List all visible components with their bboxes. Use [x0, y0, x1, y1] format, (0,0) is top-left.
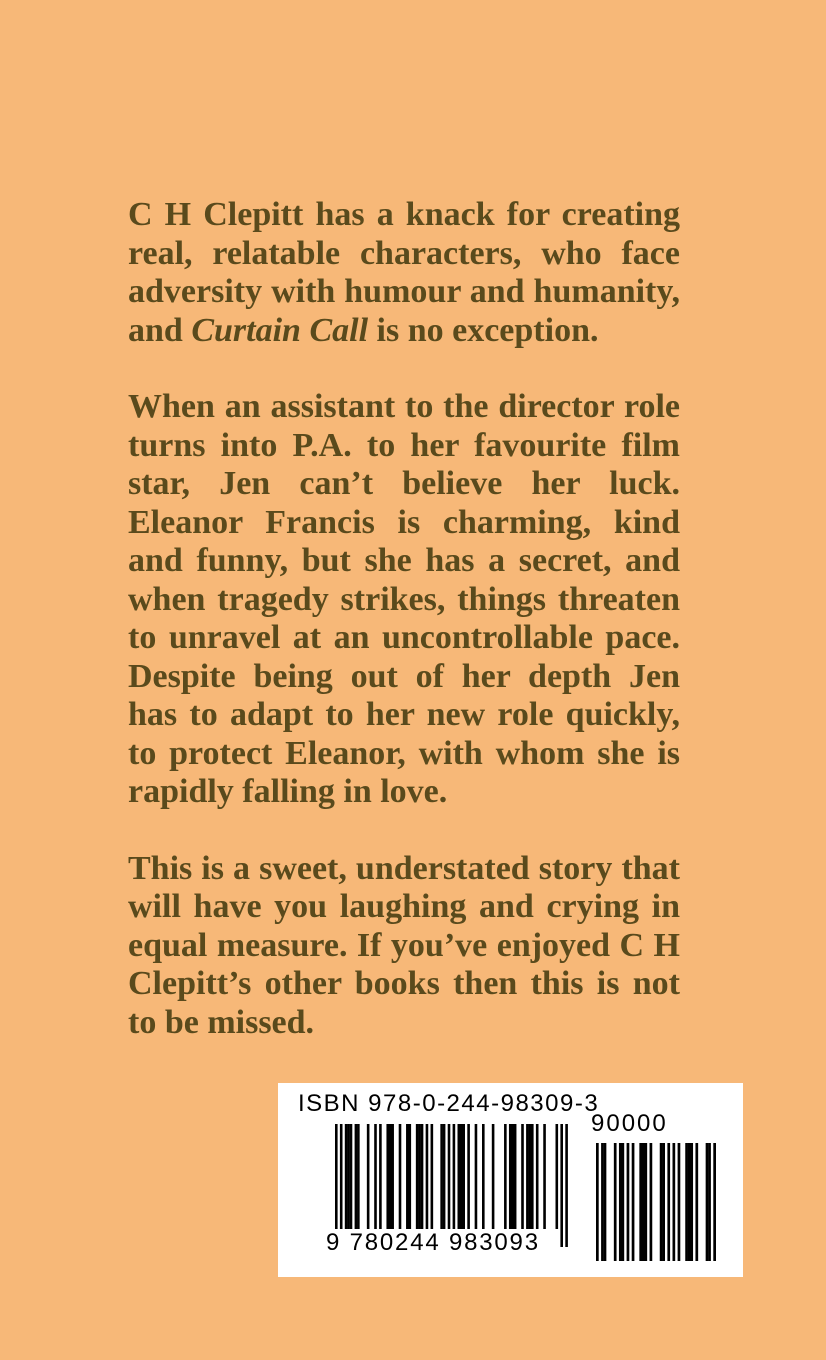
barcode-bar [350, 1124, 353, 1229]
addon-bar [667, 1143, 670, 1261]
barcode-bar [460, 1124, 463, 1229]
barcode-bar [514, 1124, 517, 1229]
barcode-bar [379, 1124, 382, 1229]
barcode-bar [543, 1124, 546, 1229]
addon-bar [614, 1143, 617, 1261]
addon-bar [644, 1143, 647, 1261]
addon-bar [673, 1143, 676, 1261]
barcode-bar [367, 1124, 370, 1229]
barcode-bar [431, 1124, 434, 1229]
isbn-barcode-panel [278, 1083, 743, 1277]
addon-bar [622, 1143, 625, 1261]
addon-bar [660, 1143, 663, 1261]
barcode-bar [409, 1124, 412, 1229]
addon-bar [713, 1143, 716, 1261]
addon-bar [678, 1143, 681, 1261]
addon-bar [706, 1143, 709, 1261]
blurb-paragraph-2: When an assistant to the director role turns into P.A. to her favourite film star, Jen can’t believe her luck. Eleanor Francis is charming, kind and funny, but she has a secret, and when tragedy strikes, things threaten to unravel at an uncontrollable pace. Despite being out of her depth Jen has to adapt to her new role quickly, to protect Eleanor, with whom she is rapidly falling in love. [128, 388, 680, 810]
barcode-bar [511, 1124, 514, 1229]
addon-bar [639, 1143, 642, 1261]
addon-bar [642, 1143, 645, 1261]
addon-bar [662, 1143, 665, 1261]
barcode-bar [355, 1124, 358, 1229]
barcode-bar [345, 1124, 348, 1229]
barcode-bar [399, 1124, 402, 1229]
barcode-bar [458, 1124, 461, 1229]
blurb-p1-start: C H Clepitt has a knack for creating real, relatable characters, who face adversity with humour and humanity, and [128, 196, 680, 349]
barcode-bar [509, 1124, 512, 1229]
barcode-bar [443, 1124, 446, 1229]
barcode-bar [475, 1124, 478, 1229]
isbn-label: ISBN 978-0-244-98309-3 [298, 1090, 600, 1117]
barcode-bar [440, 1124, 443, 1229]
barcode-bar [421, 1124, 424, 1229]
barcode-bar [406, 1124, 409, 1229]
barcode-bar [374, 1124, 377, 1229]
addon-bar [632, 1143, 635, 1261]
barcode-bar [521, 1124, 524, 1229]
barcode-bar [565, 1124, 568, 1247]
barcode-bar [467, 1124, 470, 1229]
addon-bar [619, 1143, 622, 1261]
addon-bar [650, 1143, 653, 1261]
barcode-bar [418, 1124, 421, 1229]
addon-bar [708, 1143, 711, 1261]
barcode-bar [526, 1124, 529, 1229]
addon-bar [627, 1143, 630, 1261]
barcode-bar [492, 1124, 495, 1229]
barcode-bar [347, 1124, 350, 1229]
barcode-bar [391, 1124, 394, 1229]
book-title: Curtain Call [191, 311, 369, 349]
barcode-bar [560, 1124, 563, 1247]
barcode-bar [426, 1124, 429, 1229]
barcode-bar [482, 1124, 485, 1229]
addon-bar [688, 1143, 691, 1261]
barcode-bar [531, 1124, 534, 1229]
addon-bar [596, 1143, 599, 1261]
back-cover-blurb [128, 196, 680, 1080]
addon-bar [690, 1143, 693, 1261]
addon-bar [604, 1143, 607, 1261]
blurb-paragraph-3: This is a sweet, understated story that will have you laughing and crying in equal measure. If you’ve enjoyed C H Clepitt’s other books then this is not to be missed. [128, 849, 680, 1041]
ean-digits: 9 780244 983093 [326, 1229, 540, 1256]
price-code: 90000 [591, 1110, 668, 1137]
addon-bar [685, 1143, 688, 1261]
barcode-bar [462, 1124, 465, 1229]
blurb-paragraph-1 [128, 196, 680, 350]
addon-bar [601, 1143, 604, 1261]
addon-bar [695, 1143, 698, 1261]
barcode-bar [504, 1124, 507, 1229]
barcode-bar [357, 1124, 360, 1229]
barcode-bar [416, 1124, 419, 1229]
blurb-p1-end: is no exception. [368, 311, 599, 349]
barcode-bar [386, 1124, 389, 1229]
barcode-bar [556, 1124, 559, 1229]
barcode-bar [536, 1124, 539, 1229]
barcode-bar [529, 1124, 532, 1229]
barcode-bar [389, 1124, 392, 1229]
